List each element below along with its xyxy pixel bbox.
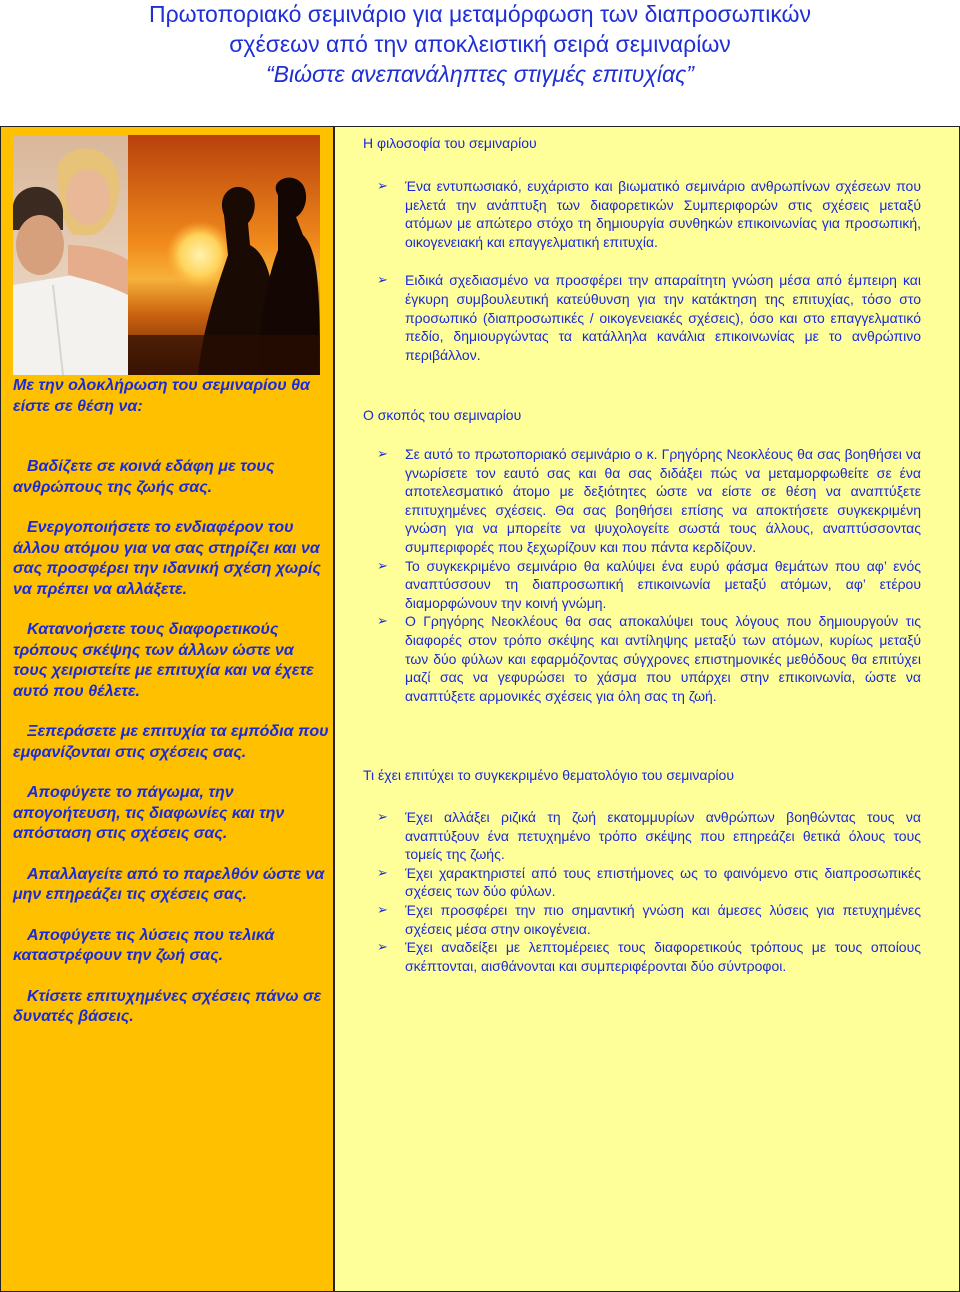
philosophy-item	[377, 271, 921, 364]
benefit-item: Ενεργοποιήσετε το ενδιαφέρον του άλλου ατόμου για να σας στηρίζει και να σας προσφέρει την ιδανική σχέση χωρίς να πρέπει να αλλάξετε.	[13, 519, 321, 598]
sunset-silhouette-photo	[128, 135, 320, 375]
left-intro-text: Με την ολοκλήρωση του σεμιναρίου θα είστε σε θέση να:	[13, 377, 310, 415]
achievement-item-text: Έχει χαρακτηριστεί από τους επιστήμονες ως το φαινόμενο στις διαπροσωπικές σχέσεις των δύο φύλων.	[405, 864, 921, 900]
arrow-bullet-icon: ➢	[377, 809, 388, 824]
arrow-bullet-icon: ➢	[377, 864, 388, 880]
achievement-item-text: Έχει αναδείξει με λεπτομέρειες τους διαφορετικούς τρόπους με τους οποίους σκέπτονται, αισθάνονται και συμπεριφέρονται δύο σύντροφοι.	[405, 939, 921, 974]
achievement-item-text: Έχει αλλάξει ριζικά τη ζωή εκατομμυρίων ανθρώπων βοηθώντας τους να αναπτύξουν ένα πετυχημένο τρόπο σκέψης που επηρεάζει θετικά όλους τους τομείς της ζωής.	[405, 809, 921, 863]
arrow-bullet-icon: ➢	[377, 178, 388, 193]
achievement-item	[377, 808, 921, 864]
philosophy-item	[377, 177, 921, 251]
couple-photo	[13, 135, 128, 375]
goal-item	[377, 612, 921, 705]
philosophy-item-text: Ένα εντυπωσιακό, ευχάριστο και βιωματικό σεμινάριο ανθρωπίνων σχέσεων που μελετά την ανάπτυξη των διαφορετικών Συμπεριφορών στις σχέσεις μεταξύ ατόμων με απώτερο στόχο τη δημιουργία συνθηκών επικοινωνίας για προσωπική, οικογενειακή και επαγγελματική επιτυχία.	[405, 178, 921, 250]
arrow-bullet-icon: ➢	[377, 272, 388, 288]
achievements-heading: Τι έχει επιτύχει το συγκεκριμένο θεματολόγιο του σεμιναρίου	[363, 767, 734, 783]
arrow-bullet-icon: ➢	[377, 446, 388, 461]
achievement-item-text: Έχει προσφέρει την πιο σημαντική γνώση και άμεσες λύσεις για πετυχημένες σχέσεις μέσα στην οικογένεια.	[405, 901, 921, 937]
header-title-line-2: σχέσεων από την αποκλειστική σειρά σεμιναρίων	[229, 31, 731, 57]
goal-list	[377, 445, 921, 705]
benefit-item: Βαδίζετε σε κοινά εδάφη με τους ανθρώπους της ζωής σας.	[13, 458, 275, 496]
header-slogan: “Βιώστε ανεπανάληπτες στιγμές επιτυχίας”	[266, 61, 694, 87]
goal-item-text: Σε αυτό το πρωτοποριακό σεμινάριο ο κ. Γρηγόρης Νεοκλέους θα σας βοηθήσει να γνωρίσετε τον εαυτό σας και θα σας διδάξει πώς να μεταμορφωθείτε σε ένα αποτελεσματικό άτομο με δεξιότητες ώστε να είστε σε θέση να αναπτύξετε επιτυχημένες σχέσεις. Θα σας βοηθήσει επίσης να αποκτήσετε συγκεκριμένη γνώση για να μπορείτε να ψυχολογείτε σωστά τους άλλους, αναπτύσσοντας συμπεριφορές που ξεχωρίζουν και που πάντα κερδίζουν.	[405, 446, 921, 555]
right-column	[334, 126, 960, 1292]
philosophy-heading: Η φιλοσοφία του σεμιναρίου	[363, 135, 537, 151]
goal-item	[377, 445, 921, 557]
left-benefits-list	[13, 457, 331, 1048]
benefit-item: Αποφύγετε το πάγωμα, την απογοήτευση, τις διαφωνίες και την απόσταση στις σχέσεις σας.	[13, 784, 285, 842]
arrow-bullet-icon: ➢	[377, 939, 388, 955]
left-column	[0, 126, 334, 1292]
benefit-item: Κτίσετε επιτυχημένες σχέσεις πάνω σε δυνατές βάσεις.	[13, 987, 322, 1025]
arrow-bullet-icon: ➢	[377, 557, 388, 573]
achievements-list	[377, 808, 921, 975]
arrow-bullet-icon: ➢	[377, 613, 388, 629]
achievement-item	[377, 864, 921, 901]
benefit-item: Απαλλαγείτε από το παρελθόν ώστε να μην επηρεάζει τις σχέσεις σας.	[13, 865, 325, 903]
philosophy-item-text: Ειδικά σχεδιασμένο να προσφέρει την απαραίτητη γνώση μέσα από έμπειρη και έγκυρη συμβουλευτική κατεύθυνση για την κατάκτηση της επιτυχίας, τόσο στο προσωπικό (διαπροσωπικές / οικογενειακές σχέσεις), όσο και στο επαγγελματικό πεδίο, δημιουργώντας τα κατάλληλα κανάλια επικοινωνίας με το ανθρώπινο περιβάλλον.	[405, 272, 921, 363]
goal-item-text: Το συγκεκριμένο σεμινάριο θα καλύψει ένα ευρύ φάσμα θεμάτων που αφ’ ενός αναπτύσσουν τη διαπροσωπική επικοινωνία μεταξύ ατόμων, αφ’ ετέρου διαμορφώνουν την κοινή γνώμη.	[405, 557, 921, 611]
philosophy-list	[377, 177, 921, 364]
goal-item-text: Ο Γρηγόρης Νεοκλέους θα σας αποκαλύψει τους λόγους που δημιουργούν τις διαφορές στον τρόπο σκέψης και αντίληψης μεταξύ των ατόμων, κυρίως μεταξύ των δύο φύλων και εφαρμόζοντας σύγχρονες επιστημονικές μεθόδους θα επιτύχει μαζί σας να γεφυρώσει το χάσμα που υπάρχει στην επικοινωνία, ώστε να αναπτύξετε αρμονικές σχέσεις για όλη σας τη ζωή.	[405, 613, 921, 704]
achievement-item	[377, 901, 921, 938]
benefit-item: Κατανοήσετε τους διαφορετικούς τρόπους σκέψης των άλλων ώστε να τους χειριστείτε με επιτυχία και να έχετε αυτό που θέλετε.	[13, 621, 314, 700]
header-title-line-1: Πρωτοποριακό σεμινάριο για μεταμόρφωση των διαπροσωπικών	[148, 1, 812, 27]
benefit-item: Αποφύγετε τις λύσεις που τελικά καταστρέφουν την ζωή σας.	[13, 926, 275, 964]
goal-heading: Ο σκοπός του σεμιναρίου	[363, 407, 522, 423]
achievement-item	[377, 938, 921, 975]
benefit-item: Ξεπεράσετε με επιτυχία τα εμπόδια που εμφανίζονται στις σχέσεις σας.	[13, 723, 329, 761]
document-header	[0, 0, 960, 126]
goal-item	[377, 557, 921, 613]
arrow-bullet-icon: ➢	[377, 901, 388, 917]
